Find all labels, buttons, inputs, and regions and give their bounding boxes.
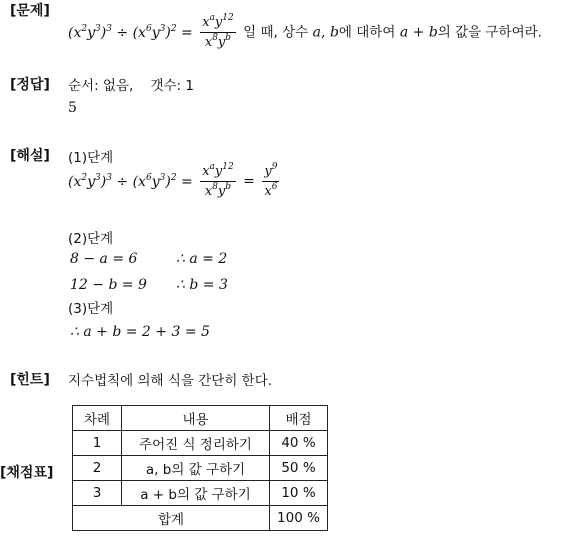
problem-statement: $(x^2y^3)^3 \div (x^6y^3)^2$ = $\frac{x^ay^{12}}{x^8y^b}$ 일 때, 상수 a, b에 대하여 a + b의 값을 구하여라. (68, 13, 542, 50)
header-score: 배점 (270, 406, 328, 431)
row-score: 40 % (270, 431, 328, 456)
hint-text: 지수법칙에 의해 식을 간단히 한다. (68, 373, 273, 389)
problem-text-after: 일 때, 상수 (243, 24, 309, 41)
row-content: a + b의 값 구하기 (122, 481, 270, 506)
row-no: 2 (73, 456, 122, 481)
header-order: 차례 (73, 406, 122, 431)
problem-text-mid: 에 대하여 (338, 24, 396, 41)
hint-label: [힌트] (10, 372, 50, 388)
problem-fraction: $\frac{x^ay^{12}}{x^8y^b}$ (202, 13, 234, 50)
conclusion: ∴ a + b = 2 + 3 = 5 (70, 324, 210, 340)
row-score: 50 % (270, 456, 328, 481)
row-no: 3 (73, 481, 122, 506)
problem-label: [문제] (10, 3, 50, 19)
answer-label: [정답] (10, 77, 50, 93)
total-score: 100 % (270, 506, 328, 531)
problem-text-end: 의 값을 구하여라. (437, 24, 542, 41)
row-no: 1 (73, 431, 122, 456)
answer-order: 순서: 없음, (68, 78, 134, 94)
step3-label: (3)단계 (68, 301, 114, 317)
answer-value: 5 (68, 100, 77, 116)
equation-b: 12 − b = 9 (70, 277, 147, 293)
equation-a: 8 − a = 6 (70, 251, 138, 267)
step1-equation: $(x^2y^3)^3 \div (x^6y^3)^2$ = $\frac{x^ay^{12}}{x^8y^b}$ = $\frac{y^9}{x^6}$ (68, 162, 278, 199)
rubric-total-row (73, 506, 328, 531)
rubric-header-row (73, 406, 328, 431)
solution-a: ∴ a = 2 (176, 251, 228, 267)
solution-b: ∴ b = 3 (176, 277, 228, 293)
step2-label: (2)단계 (68, 231, 114, 247)
table-row (73, 456, 328, 481)
row-score: 10 % (270, 481, 328, 506)
row-content: a, b의 값 구하기 (122, 456, 270, 481)
row-content: 주어진 식 정리하기 (122, 431, 270, 456)
total-label: 합계 (73, 506, 270, 531)
table-row (73, 431, 328, 456)
rubric-table (72, 405, 328, 531)
answer-meta (68, 74, 194, 94)
step1-label: (1)단계 (68, 150, 114, 166)
rubric-label: [채점표] (0, 465, 54, 481)
table-row (73, 481, 328, 506)
header-content: 내용 (122, 406, 270, 431)
problem-expression: $(x^2y^3)^3 \div (x^6y^3)^2$ = (68, 23, 193, 41)
answer-count: 갯수: 1 (150, 78, 194, 94)
explanation-label: [해설] (10, 148, 50, 164)
